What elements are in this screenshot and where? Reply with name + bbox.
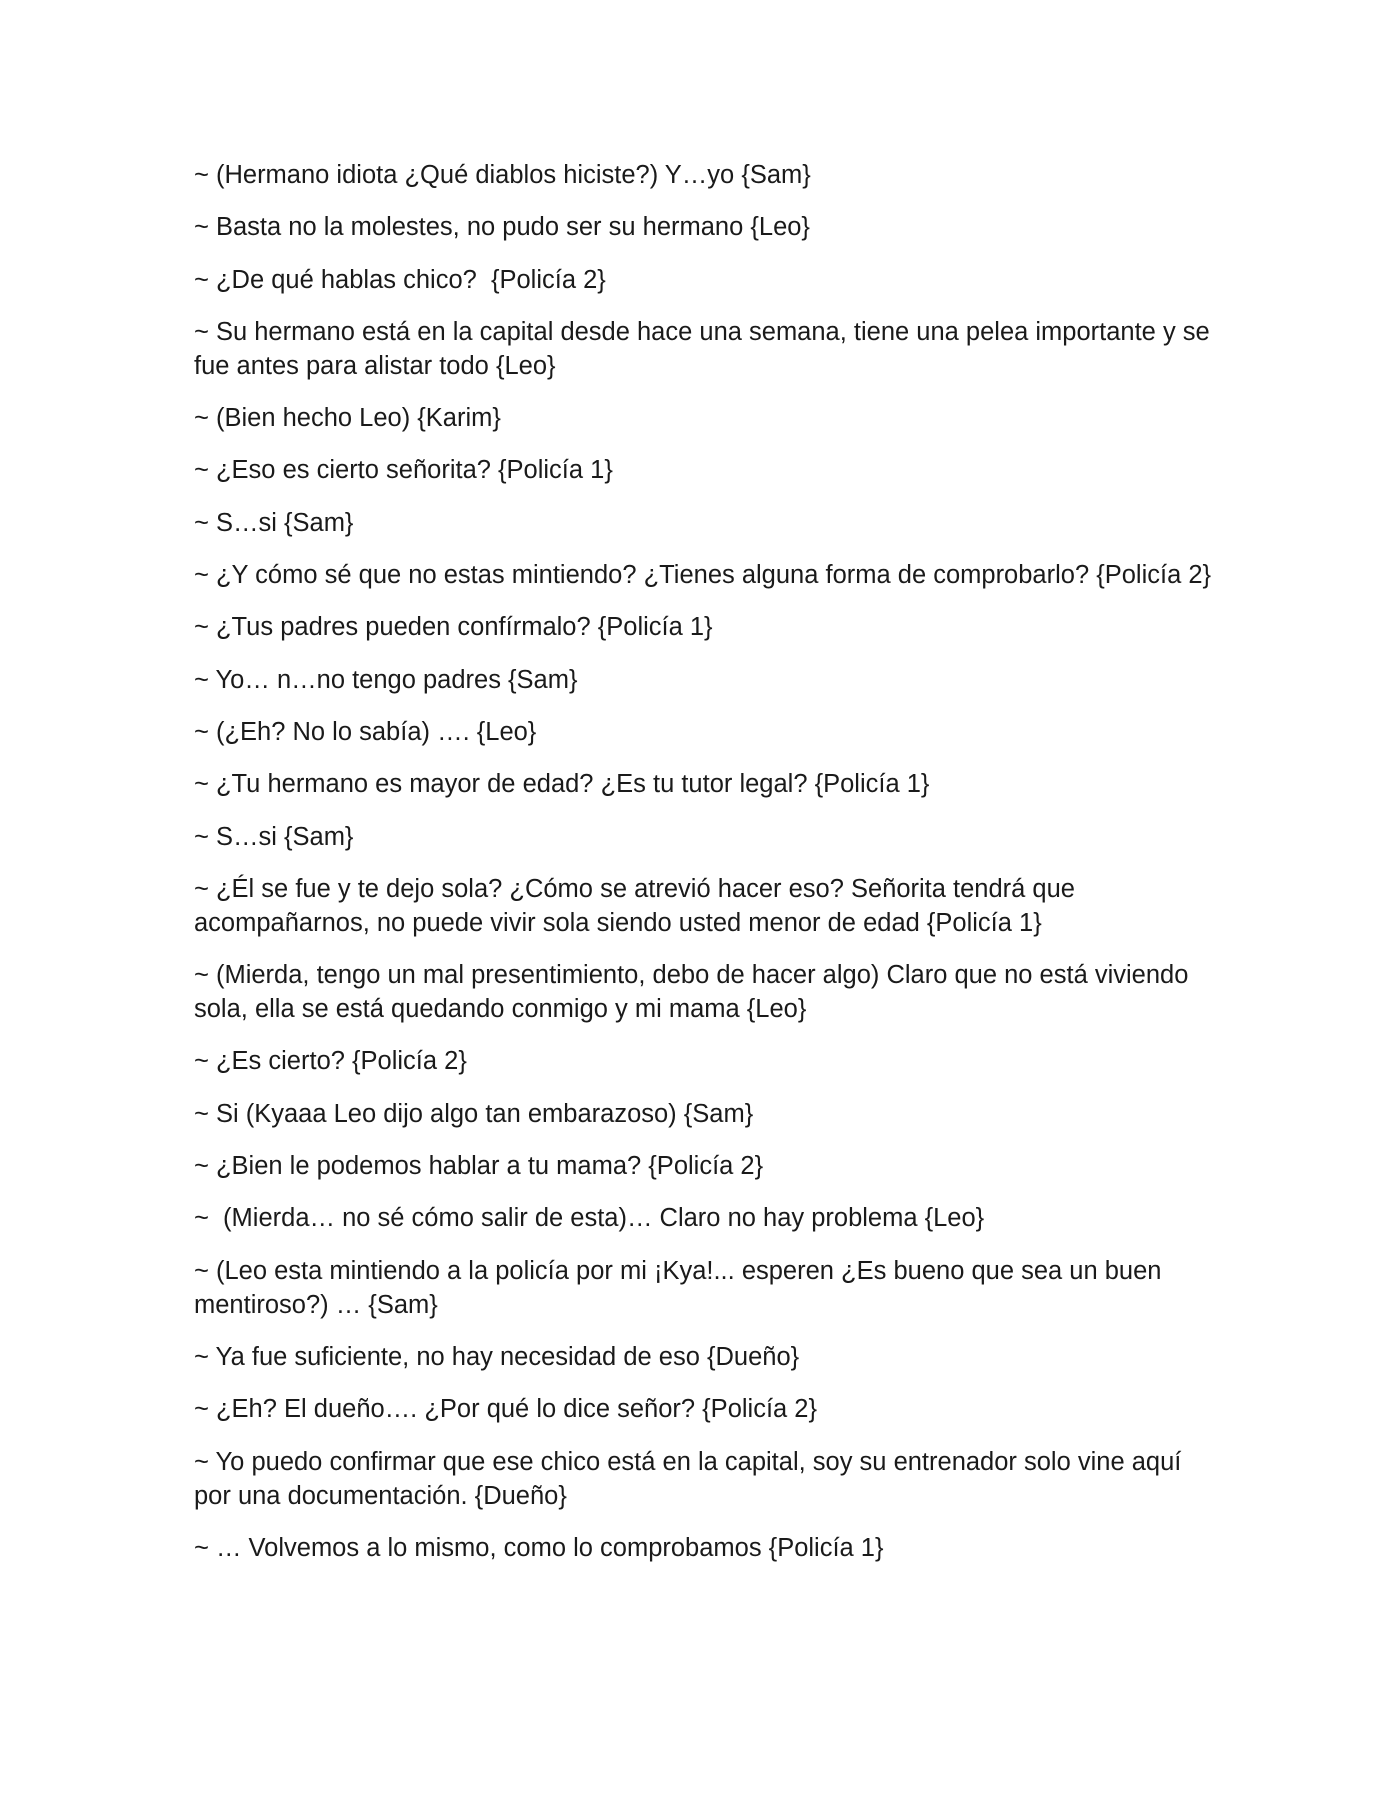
dialogue-line: ~ (Hermano idiota ¿Qué diablos hiciste?) Y…yo {Sam}: [194, 161, 811, 189]
dialogue-line: ~ S…si {Sam}: [194, 508, 354, 537]
dialogue-line: ~ Basta no la molestes, no pudo ser su hermano {Leo}: [194, 213, 810, 242]
dialogue-line: ~ Yo puedo confirmar que ese chico está en la capital, soy su entrenador solo vine aquí por una documentación. {Dueño}: [194, 1447, 1189, 1510]
dialogue-line: ~ ¿Eso es cierto señorita? {Policía 1}: [194, 456, 613, 485]
dialogue-line: ~ ¿Él se fue y te dejo sola? ¿Cómo se atrevió hacer eso? Señorita tendrá que acompañarnos, no puede vivir sola siendo usted menor de edad {Policía 1}: [194, 874, 1083, 937]
dialogue-line: ~ (Leo esta mintiendo a la policía por mi ¡Kya!... esperen ¿Es bueno que sea un buen mentiroso?) … {Sam}: [194, 1256, 1169, 1319]
dialogue-line: ~ ¿Eh? El dueño…. ¿Por qué lo dice señor? {Policía 2}: [194, 1395, 818, 1424]
dialogue-line: ~ (Mierda… no sé cómo salir de esta)… Claro no hay problema {Leo}: [194, 1204, 985, 1233]
dialogue-line: ~ ¿Es cierto? {Policía 2}: [194, 1047, 467, 1076]
dialogue-line: ~ … Volvemos a lo mismo, como lo comprobamos {Policía 1}: [194, 1533, 884, 1562]
dialogue-line: ~ Su hermano está en la capital desde hace una semana, tiene una pelea importante y se fue antes para alistar todo {Leo}: [194, 317, 1217, 380]
dialogue-line: ~ ¿De qué hablas chico? {Policía 2}: [194, 265, 606, 294]
dialogue-line: ~ ¿Tus padres pueden confírmalo? {Policía 1}: [194, 613, 713, 642]
dialogue-list: [194, 158, 1217, 1583]
dialogue-line: ~ Ya fue suficiente, no hay necesidad de eso {Dueño}: [194, 1342, 800, 1371]
dialogue-line: ~ Yo… n…no tengo padres {Sam}: [194, 665, 578, 694]
dialogue-line: ~ ¿Y cómo sé que no estas mintiendo? ¿Tienes alguna forma de comprobarlo? {Policía 2}: [194, 561, 1212, 590]
dialogue-line: ~ Si (Kyaaa Leo dijo algo tan embarazoso) {Sam}: [194, 1099, 754, 1128]
dialogue-line: ~ (¿Eh? No lo sabía) …. {Leo}: [194, 717, 537, 746]
dialogue-line: ~ (Bien hecho Leo) {Karim}: [194, 404, 501, 433]
dialogue-line: ~ ¿Bien le podemos hablar a tu mama? {Policía 2}: [194, 1152, 764, 1181]
dialogue-line: ~ S…si {Sam}: [194, 822, 354, 851]
dialogue-line: ~ ¿Tu hermano es mayor de edad? ¿Es tu tutor legal? {Policía 1}: [194, 770, 930, 799]
dialogue-line: ~ (Mierda, tengo un mal presentimiento, debo de hacer algo) Claro que no está viviendo sola, ella se está quedando conmigo y mi mama {Leo}: [194, 961, 1196, 1024]
